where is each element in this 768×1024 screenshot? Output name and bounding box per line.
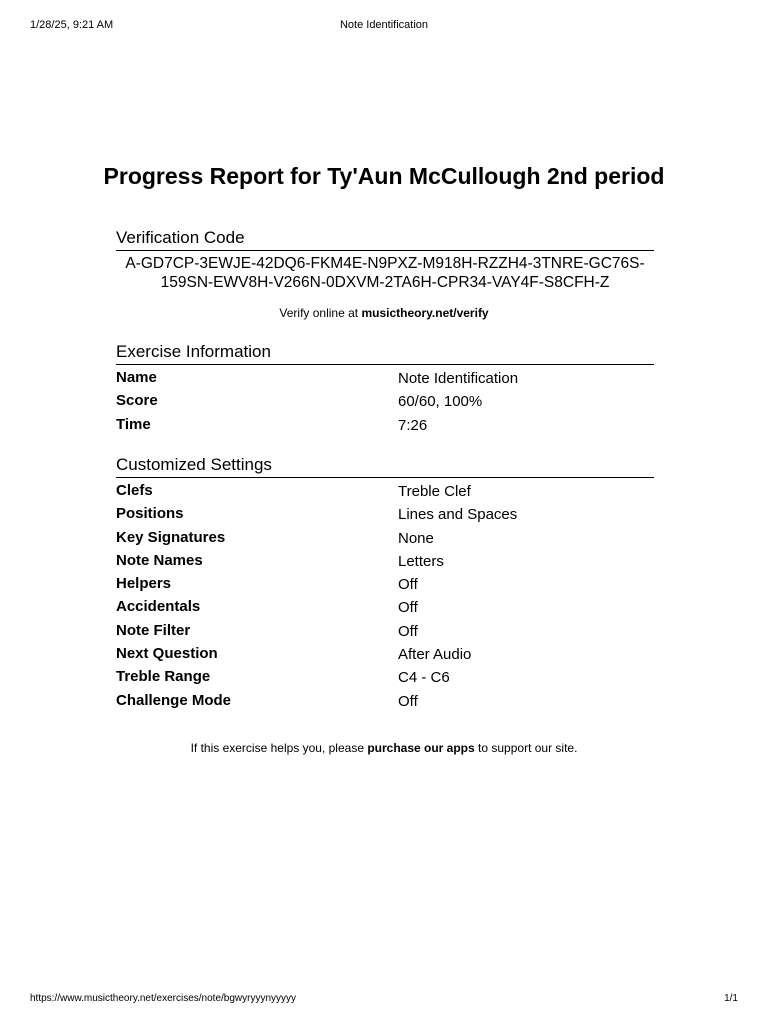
settings-section [116, 455, 654, 713]
settings-label: Accidentals [116, 598, 201, 616]
settings-label: Next Question [116, 645, 218, 663]
purchase-apps-link[interactable]: purchase our apps [367, 741, 475, 755]
settings-row [116, 666, 654, 689]
settings-value: Off [398, 622, 418, 640]
verification-code-line-2: 159SN-EWV8H-V266N-0DXVM-2TA6H-CPR34-VAY4F-S8CFH-Z [160, 274, 610, 291]
settings-label: Challenge Mode [116, 691, 232, 709]
exercise-info-section [116, 342, 654, 437]
print-doc-title: Note Identification [339, 19, 429, 31]
settings-row [116, 573, 654, 596]
settings-value: Treble Clef [398, 483, 471, 500]
settings-value: Off [398, 599, 418, 617]
settings-row [116, 550, 654, 573]
settings-row [116, 480, 654, 503]
settings-row [116, 643, 654, 666]
verification-heading: Verification Code [116, 228, 654, 251]
settings-label: Helpers [116, 575, 172, 593]
settings-label: Treble Range [116, 668, 211, 686]
settings-value: After Audio [398, 646, 472, 664]
settings-row [116, 596, 654, 619]
settings-row [116, 690, 654, 713]
settings-row [116, 527, 654, 550]
verify-prefix: Verify online at [279, 306, 362, 320]
print-header [0, 19, 768, 33]
info-row-score [116, 390, 654, 413]
verify-link[interactable]: musictheory.net/verify [361, 306, 489, 320]
settings-row [116, 503, 654, 526]
info-label: Name [116, 369, 157, 386]
print-footer [0, 993, 768, 1007]
verification-section [116, 228, 654, 292]
info-value: 60/60, 100% [398, 393, 483, 411]
settings-label: Note Names [116, 551, 203, 569]
settings-value: Off [398, 576, 418, 594]
exercise-info-heading: Exercise Information [116, 342, 654, 365]
support-message [0, 741, 768, 755]
settings-label: Note Filter [116, 621, 191, 639]
print-url: https://www.musictheory.net/exercises/note/bgwyryyynyyyyy [30, 993, 297, 1004]
settings-heading: Customized Settings [116, 455, 654, 478]
support-suffix: to support our site. [474, 741, 578, 755]
settings-label: Key Signatures [116, 528, 226, 546]
support-prefix: If this exercise helps you, please [190, 741, 368, 755]
settings-value: Off [398, 692, 418, 710]
settings-row [116, 620, 654, 643]
verify-online [0, 306, 768, 320]
settings-label: Clefs [116, 482, 153, 499]
info-row-name [116, 367, 654, 390]
settings-value: Lines and Spaces [398, 506, 518, 524]
settings-value: Letters [398, 552, 444, 570]
info-value: Note Identification [398, 370, 519, 387]
verification-code [116, 254, 654, 292]
info-label: Time [116, 415, 151, 433]
settings-label: Positions [116, 505, 184, 523]
print-datetime: 1/28/25, 9:21 AM [30, 19, 114, 31]
info-row-time [116, 414, 654, 437]
info-label: Score [116, 392, 158, 410]
settings-rows [116, 480, 654, 713]
settings-value: C4 - C6 [398, 669, 450, 687]
print-page-number: 1/1 [724, 993, 738, 1004]
exercise-info-rows [116, 367, 654, 437]
page-title: Progress Report for Ty'Aun McCullough 2nd period [103, 163, 665, 189]
settings-value: None [398, 529, 434, 547]
verification-code-line-1: A-GD7CP-3EWJE-42DQ6-FKM4E-N9PXZ-M918H-RZZH4-3TNRE-GC76S- [125, 255, 645, 272]
info-value: 7:26 [398, 416, 428, 434]
